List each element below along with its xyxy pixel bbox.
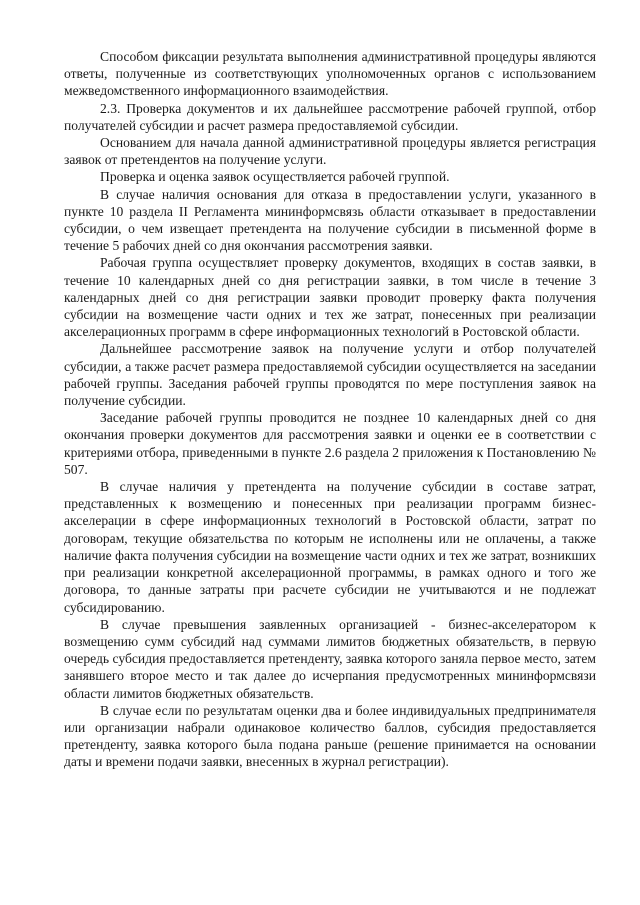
paragraph-section-2-3: 2.3. Проверка документов и их дальнейшее рассмотрение рабочей группой, отбор получателей субсидии и расчет размера предоставляемой субсидии. — [64, 100, 596, 133]
paragraph-procedure-basis: Основанием для начала данной административной процедуры является регистрация заявок от претендентов на получение услуги. — [64, 135, 596, 168]
paragraph-excluded-costs: В случае наличия у претендента на получение субсидии в составе затрат, представленных к возмещению и понесенных при реализации программ бизнес-акселерации в сфере информационных технологий в Ростовской области, затрат по договорам, текущие обязательства по которым не исполнены или не оплачены, а также наличие факта получения субсидии на возмещение части одних и тех же затрат, возникших при реализации конкретной акселерационной программы, в рамках одного и того же договора, то данные затраты при расчете субсидии не учитываются и не подлежат субсидированию. — [64, 479, 596, 615]
paragraph-refusal: В случае наличия основания для отказа в предоставлении услуги, указанного в пункте 10 раздела II Регламента мининформсвязь области отказывает в предоставлении субсидии, о чем извещает претендента на получение субсидии в письменной форме в течение 5 рабочих дней со дня окончания рассмотрения заявки. — [64, 186, 596, 254]
paragraph-limit-excess: В случае превышения заявленных организацией - бизнес-акселератором к возмещению сумм субсидий над суммами лимитов бюджетных обязательств, в первую очередь субсидия предоставляется претенденту, заявка которого заняла первое место, затем занявшего второе место и так далее до исчерпания предусмотренных мининформсвязи области лимитов бюджетных обязательств. — [64, 616, 596, 701]
paragraph-equal-scores: В случае если по результатам оценки два и более индивидуальных предпринимателя или организации набрали одинаковое количество баллов, субсидия предоставляется претенденту, заявка которого была подана раньше (решение принимается на основании даты и времени подачи заявки, внесенных в журнал регистрации). — [64, 702, 596, 770]
paragraph-result-fixation: Способом фиксации результата выполнения административной процедуры являются ответы, полученные из соответствующих уполномоченных органов с использованием межведомственного информационного взаимодействия. — [64, 49, 596, 99]
paragraph-document-review: Рабочая группа осуществляет проверку документов, входящих в состав заявки, в течение 10 календарных дней со дня регистрации заявки, в том числе в течение 3 календарных дней со дня регистрации заявки проводит проверку факта получения субсидии на возмещение части одних и тех же затрат, понесенных при реализации акселерационных программ в сфере информационных технологий в Ростовской области. — [64, 255, 596, 340]
document-page — [64, 48, 596, 771]
paragraph-meeting-deadline: Заседание рабочей группы проводится не позднее 10 календарных дней со дня окончания проверки документов для рассмотрения заявки и оценки ее в соответствии с критериями отбора, приведенными в пункте 2.6 раздела 2 приложения к Постановлению № 507. — [64, 410, 596, 477]
paragraph-working-group-check: Проверка и оценка заявок осуществляется рабочей группой. — [100, 169, 450, 185]
paragraph-further-review: Дальнейшее рассмотрение заявок на получение услуги и отбор получателей субсидии, а также расчет размера предоставляемой субсидии осуществляется на заседании рабочей группы. Заседания рабочей группы проводятся по мере поступления заявок на получение субсидии. — [64, 341, 596, 409]
